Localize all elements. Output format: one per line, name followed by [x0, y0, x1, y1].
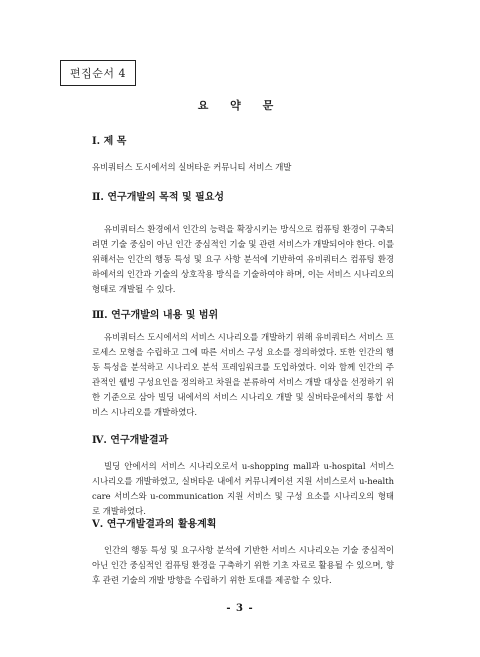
section-1-body: 유비쿼터스 도시에서의 실버타운 커뮤니티 서비스 개발: [92, 162, 292, 172]
section-5-body: 인간의 행동 특성 및 요구사항 분석에 기반한 서비스 시나리오는 기술 중심적이 아닌 인간 중심적인 컴퓨팅 환경을 구축하기 위한 기초 자료로 활용될 수 있으며, 향후 관련 기술의 개발 방향을 수립하기 위한 토대를 제공할 수 있다.: [92, 545, 394, 585]
section-2-heading: Ⅱ. 연구개발의 목적 및 필요성: [92, 192, 225, 203]
page-number: - 3 -: [226, 603, 254, 614]
edit-order-label: 편집순서 4: [60, 60, 136, 86]
section-1-heading: Ⅰ. 제 목: [92, 136, 127, 147]
section-4-heading: Ⅳ. 연구개발결과: [92, 435, 169, 446]
section-5-heading: Ⅴ. 연구개발결과의 활용계획: [92, 519, 217, 530]
section-3-heading: Ⅲ. 연구개발의 내용 및 범위: [92, 310, 219, 321]
section-2-body: 유비쿼터스 환경에서 인간의 능력을 확장시키는 방식으로 컴퓨팅 환경이 구축되려면 기술 중심이 아닌 인간 중심적인 기술 및 관련 서비스가 개발되어야 한다. 이를 위해서는 인간의 행동 특성 및 요구 사항 분석에 기반하여 유비쿼터스 컴퓨팅 환경 하에서의 인간과 기술의 상호작용 방식을 기술하여야 하며, 이는 서비스 시나리오의 형태로 개발될 수 있다.: [92, 224, 394, 294]
section-3-body: 유비쿼터스 도시에서의 서비스 시나리오를 개발하기 위해 유비쿼터스 서비스 프로세스 모형을 수립하고 그에 따른 서비스 구성 요소를 정의하였다. 또한 인간의 행동 특성을 분석하고 시나리오 분석 프레임워크를 도입하였다. 이와 함께 인간의 주관적인 웰빙 구성요인을 정의하고 차원을 분류하여 서비스 개발 대상을 선정하기 위한 기준으로 삼아 빌딩 내에서의 서비스 시나리오 개발 및 실버타운에서의 통합 서비스 시나리오를 개발하였다.: [92, 332, 394, 417]
section-4-body: 빌딩 안에서의 서비스 시나리오로서 u-shopping mall과 u-hospital 서비스 시나리오를 개발하였고, 실버타운 내에서 커뮤니케이션 지원 서비스로서 u-health care 서비스와 u-communication 지원 서비스 및 구성 요소를 시나리오의 형태로 개발하였다.: [92, 461, 394, 516]
summary-title: 요 약 문: [197, 99, 283, 112]
